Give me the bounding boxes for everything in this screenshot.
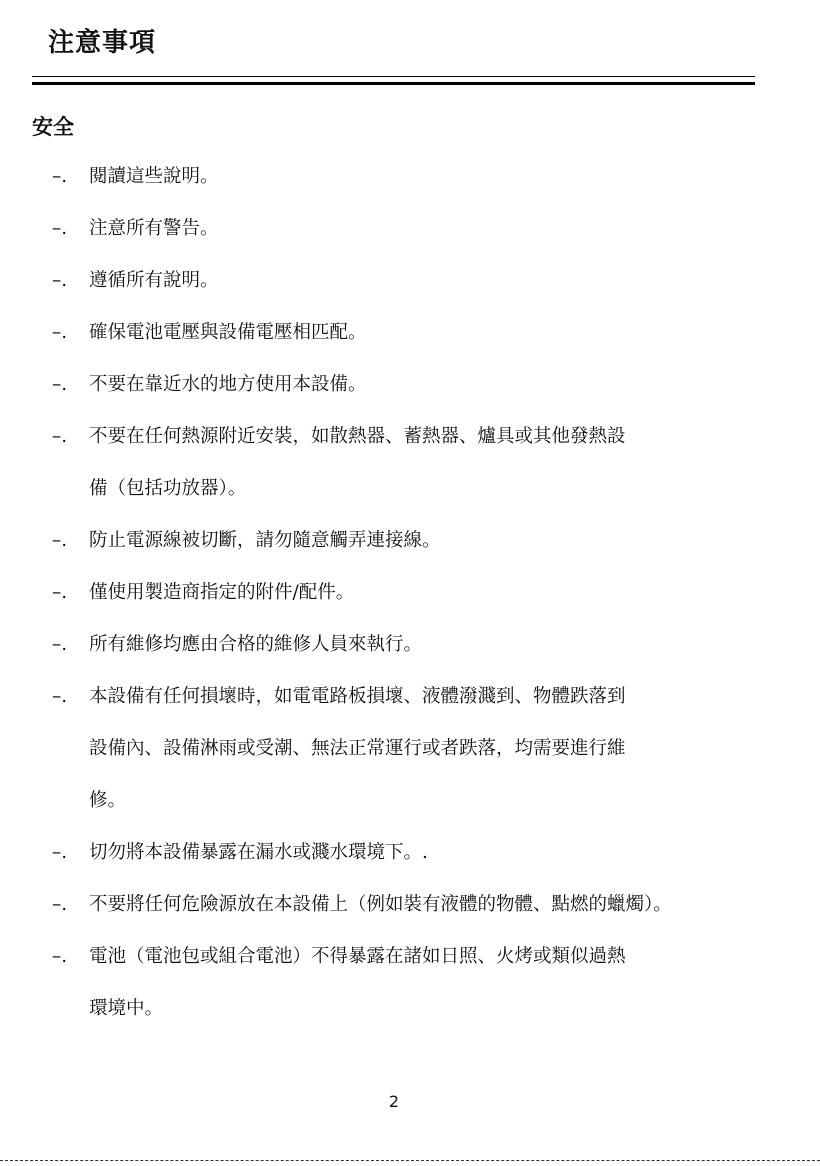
- list-item-marker: –.: [52, 374, 68, 395]
- list-item-text: 電池（電池包或組合電池）不得暴露在諸如日照、火烤或類似過熱: [89, 946, 626, 967]
- list-item: [52, 619, 782, 671]
- list-item: [52, 151, 782, 203]
- list-item-marker: –.: [52, 634, 68, 655]
- list-item-marker: –.: [52, 686, 68, 707]
- list-item: [52, 879, 782, 931]
- list-item-marker: –.: [52, 218, 68, 239]
- list-item-marker: –.: [52, 946, 68, 967]
- list-item: [52, 307, 782, 359]
- list-item: [52, 567, 782, 619]
- list-item-text: 防止電源線被切斷，請勿隨意觸弄連接線。: [89, 530, 441, 551]
- list-item-text: 所有維修均應由合格的維修人員來執行。: [89, 634, 423, 655]
- list-item-text: 不要將任何危險源放在本設備上（例如裝有液體的物體、點燃的蠟燭）。: [89, 894, 672, 915]
- list-item-text: 閱讀這些說明。: [89, 166, 219, 187]
- list-item: [52, 515, 782, 567]
- list-item: [52, 931, 782, 1035]
- list-item: [52, 255, 782, 307]
- list-item-text: 本設備有任何損壞時，如電電路板損壞、液體潑濺到、物體跌落到: [89, 686, 626, 707]
- bottom-rule: [0, 1160, 820, 1161]
- list-item-marker: –.: [52, 530, 68, 551]
- list-item-text: 不要在靠近水的地方使用本設備。: [89, 374, 367, 395]
- list-item: [52, 827, 782, 879]
- list-item: [52, 671, 782, 827]
- list-item-text: 備（包括功放器）。: [89, 478, 247, 499]
- list-item-marker: –.: [52, 322, 68, 343]
- list-item-text: 設備內、設備淋雨或受潮、無法正常運行或者跌落，均需要進行維: [89, 738, 626, 759]
- list-item-marker: –.: [52, 426, 68, 447]
- list-item-marker: –.: [52, 166, 68, 187]
- list-item-text: 僅使用製造商指定的附件/配件。: [89, 582, 355, 603]
- list-item-marker: –.: [52, 270, 68, 291]
- list-item-text: 注意所有警告。: [89, 218, 219, 239]
- list-item-text: 不要在任何熱源附近安裝，如散熱器、蓄熱器、爐具或其他發熱設: [89, 426, 626, 447]
- list-item: [52, 411, 782, 515]
- list-item-text: 切勿將本設備暴露在漏水或濺水環境下。.: [89, 842, 428, 863]
- list-item-marker: –.: [52, 842, 68, 863]
- title-rule-thick: [32, 82, 755, 85]
- section-heading: 安全: [32, 115, 74, 139]
- list-item-text: 修。: [89, 790, 127, 811]
- list-item-text: 遵循所有說明。: [89, 270, 219, 291]
- list-item-marker: –.: [52, 582, 68, 603]
- list-item-text: 確保電池電壓與設備電壓相匹配。: [89, 322, 367, 343]
- page-title: 注意事項: [48, 28, 157, 58]
- list-item: [52, 203, 782, 255]
- page-number: 2: [388, 1092, 400, 1111]
- title-rule-thin: [32, 76, 755, 77]
- list-item-marker: –.: [52, 894, 68, 915]
- list-item: [52, 359, 782, 411]
- list-item-text: 環境中。: [89, 998, 164, 1019]
